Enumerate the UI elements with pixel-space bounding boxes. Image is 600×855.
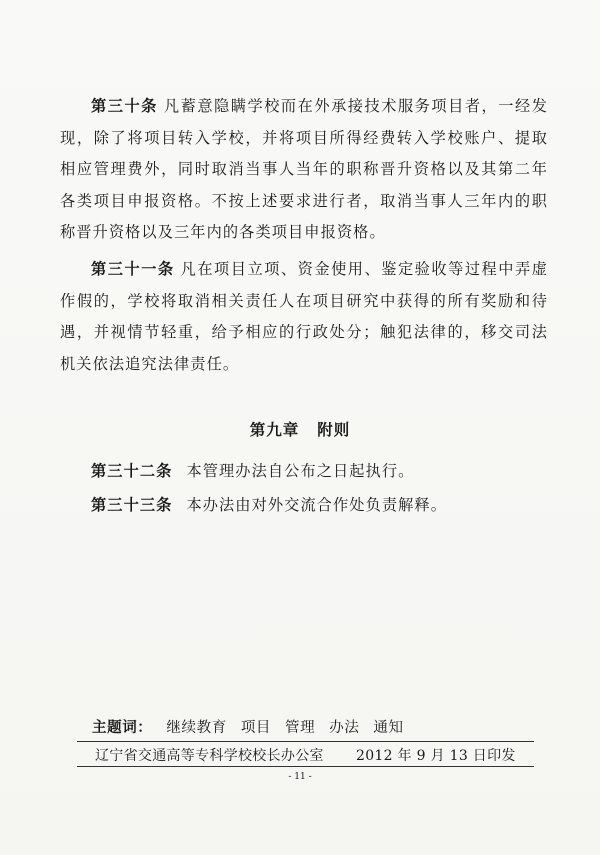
divider-top — [77, 741, 534, 742]
divider-bottom — [77, 766, 534, 767]
article-31 — [60, 254, 548, 380]
issue-date: 2012 年 9 月 13 日印发 — [356, 748, 516, 764]
article-33 — [91, 494, 447, 515]
keyword: 项目 — [240, 720, 272, 736]
article-30 — [60, 91, 548, 249]
keyword: 管理 — [285, 720, 316, 736]
chapter-title: 附则 — [317, 420, 351, 439]
article-32-text: 本管理办法自公布之日起执行。 — [186, 462, 415, 480]
keyword: 办法 — [329, 720, 360, 736]
chapter-number: 第九章 — [249, 420, 300, 439]
page-number: - 11 - — [288, 772, 312, 782]
article-33-text: 本办法由对外交流合作处负责解释。 — [186, 496, 448, 514]
keyword: 继续教育 — [166, 720, 227, 736]
article-32 — [91, 460, 414, 481]
article-31-number: 第三十一条 — [91, 260, 175, 278]
keywords-line — [92, 716, 404, 737]
issuer-office: 辽宁省交通高等专科学校校长办公室 — [95, 748, 324, 764]
chapter-heading — [0, 418, 600, 440]
keyword: 通知 — [373, 720, 404, 736]
article-32-number: 第三十二条 — [91, 462, 173, 480]
article-30-text: 凡蓄意隐瞒学校而在外承接技术服务项目者，一经发现，除了将项目转入学校，并将项目所得经费转入学校账户、提取相应管理费外，同时取消当事人当年的职称晋升资格以及其第二年各类项目申报资格。不按上述要求进行者，取消当事人三年内的职称晋升资格以及三年内的各类项目申报资格。 — [60, 97, 548, 241]
article-31-text: 凡在项目立项、资金使用、鉴定验收等过程中弄虚作假的，学校将取消相关责任人在项目研究中获得的所有奖励和待遇，并视情节轻重，给予相应的行政处分；触犯法律的，移交司法机关依法追究法律责任。 — [60, 260, 549, 373]
article-33-number: 第三十三条 — [91, 496, 173, 514]
article-30-number: 第三十条 — [91, 97, 158, 115]
keywords-label: 主题词： — [92, 719, 153, 736]
